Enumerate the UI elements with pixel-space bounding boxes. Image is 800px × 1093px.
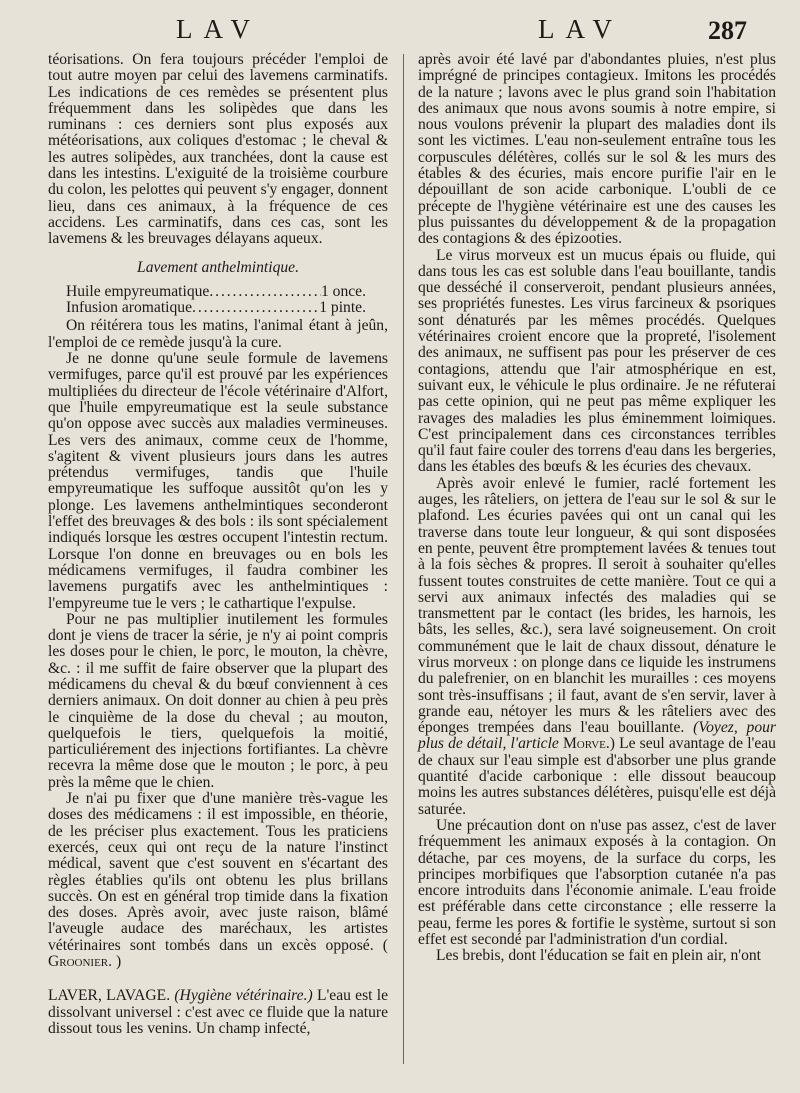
right-column <box>418 52 776 965</box>
paragraph: On réitérera tous les matins, l'animal étant à jeûn, l'emploi de ce remède jusqu'à la cure. <box>48 317 388 351</box>
paragraph: Une précaution dont on n'use pas assez, c'est de laver fréquemment les animaux exposés à la contagion. On détache, par ces moyens, de la surface du corps, les principes morbifiques que l'absorption cutanée n'a pas encore introduits dans l'économie animale. L'eau froide est préférable dans cette circonstance ; elle resserre la peau, ferme les pores & fortifie le système, surtout si son effet est secondé par l'administration d'un cordial. <box>418 816 776 949</box>
leader-dots <box>209 284 321 300</box>
running-header <box>0 14 800 50</box>
paragraph-text: Je n'ai pu fixer que d'une manière très-vague les doses des médicamens : il est impossible, en théorie, de les préciser plus exactement. Tous les praticiens exercés, ceux qui ont reçu de la nature l'instinct médical, savent que c'est souvent en s'écartant des règles établies qu'ils ont obtenu les plus brillans succès. On est en général trop timide dans la fixation des doses. Après avoir, avec juste raison, blâmé l'aveugle audace des maréchaux, les artistes vétérinaires sont tombés dans un excès opposé. <box>48 790 388 954</box>
paragraph-text: ) Le seul avantage de l'eau de chaux sur l'eau simple est d'absorber une plus grande quantité d'acide carbonique : elle dissout beaucoup moins les autres substances délétères, puisqu'elle est déjà saturée. <box>418 735 776 818</box>
recipe-list <box>66 284 366 317</box>
paragraph: téorisations. On fera toujours précéder l'emploi de tout autre moyen par celui des lavemens carminatifs. Les indications de ces remèdes se présentent plus fréquemment dans les solipèdes que dans les ruminans : ces derniers sont plus exposés aux météorisations, aux coliques d'estomac ; le cheval & les autres solipèdes, aux tranchées, dont la cause est dans les intestins. L'exiguité de la troisième courbure du colon, les pelottes qui peuvent s'y engager, donnent lieu, dans ces animaux, à la fréquence de ces accidens. Les carminatifs, dans ces cas, sont les lavemens & les breuvages délayans aqueux. <box>48 51 388 248</box>
paragraph <box>48 791 388 970</box>
header-right-title: LAV <box>538 14 624 44</box>
paragraph: Le virus morveux est un mucus épais ou fluide, qui dans tous les cas est soluble dans l'eau bouillante, tandis que desséché il conserveroit, pendant plusieurs années, ses propriétés funestes. Les virus farcineux & psoriques sont dénaturés par les mêmes procédés. Quelques vétérinaires croient encore que la propreté, l'isolement des animaux, ne suffisent pas pour les préserver de ces contagions, attendu que l'air atmosphérique en est, suivant eux, le véhicule le plus ordinaire. Je ne réfuterai pas cette opinion, qui ne peut pas même expliquer les ravages des maladies les plus éminemment loimiques. C'est principalement dans ces circonstances terribles qu'il faut faire couler des torrens d'eau dans les bergeries, dans les étables des bœufs & les écuries des chevaux. <box>418 246 776 476</box>
paragraph: après avoir été lavé par d'abondantes pluies, n'est plus imprégné de principes contagieux. Imitons les procédés de la nature ; lavons avec le plus grand soin l'habitation des animaux que nous avons soumis à notre empire, si nous voulons prévenir la plupart des maladies dont ils sont les victimes. L'eau non-seulement entraîne tous les corpuscules délétères, collés sur le sol & les murs des étables & des écuries, mais encore purifie l'air en le dépouillant de son acide carbonique. L'oubli de ce précepte de l'hygiène vétérinaire est une des causes les plus puissantes du développement & de la propagation des contagions & des épizooties. <box>418 51 776 248</box>
paragraph <box>418 476 776 818</box>
article-text: L'eau est le dissolvant universel : c'est avec ce fluide que la nature dissout tous les venins. Un champ infecté, <box>48 987 389 1037</box>
paragraph-text: Après avoir enlevé le fumier, raclé fortement les auges, les râteliers, on jettera de l'eau sur le sol & sur le plafond. Les écuries pavées qui ont un canal qui les traverse dans toute leur longueur, & qui sont disposées en pente, peuvent être promptement lavées & tenues tout à la fois sèches & propres. Il seroit à souhaiter qu'elles fussent toutes construites de cette manière. Tout ce qui a servi aux animaux infectés des maladies qui se transmettent par le contact (les brides, les harnois, les bâts, les selles, &c.), sera lavé soigneusement. On croit communément que le lait de chaux dissout, dénature le virus morveux : on plonge dans ce liquide les instrumens du palefrenier, on en blanchit les murailles : ces moyens sont très-insuffisans ; il faut, avant de s'en servir, laver à grande eau, nétoyer les murs & les râteliers avec des éponges trempées dans l'eau bouillante. <box>418 474 776 737</box>
article-headword: LAVER, LAVAGE. <box>48 987 171 1005</box>
column-divider <box>403 54 404 1064</box>
recipe-quantity: 1 pinte. <box>319 299 366 317</box>
article-entry <box>48 988 388 1037</box>
paragraph: Pour ne pas multiplier inutilement les formules dont je viens de tracer la série, je n'y ai point compris les doses pour le chien, le porc, le mouton, la chèvre, &c. : il me suffit de faire observer que la plupart des médicamens du cheval & du bœuf conviennent à ces derniers animaux. On doit donner au chien à peu près le cinquième de la dose du cheval ; au mouton, quelquefois le tiers, quelquefois la moitié, particuliérement des injections fortifiantes. La chèvre recevra la même dose que le mouton ; le porc, à peu près la même que le chien. <box>48 610 388 791</box>
left-column <box>48 52 388 1037</box>
paragraph: Les brebis, dont l'éducation se fait en plein air, n'ont <box>436 947 762 965</box>
recipe-quantity: 1 once. <box>320 282 366 300</box>
header-left-title: LAV <box>176 14 262 44</box>
paragraph: Je ne donne qu'une seule formule de lavemens vermifuges, parce qu'il est prouvé par les expériences multipliées du directeur de l'école vétérinaire d'Alfort, que l'huile empyreumatique est la seule substance qu'on oppose avec succès aux maladies vermineuses. Les vers des animaux, comme ceux de l'homme, s'agitent & vivent plusieurs jours dans les autres prétendus vermifuges, tandis que l'huile empyreumatique les suffoque aussitôt qu'on les y plonge. Les lavemens anthelmintiques seconderont l'effet des breuvages & des bols : ils sont spécialement indiqués lorsque les œstres occupent l'intestin rectum. Lorsque l'on donne en breuvages ou en bols les médicamens vermifuges, il faudra combiner les lavemens purgatifs avec les anthelmintiques : l'empyreume tue le vers ; le cathartique l'expulse. <box>48 350 388 612</box>
cross-reference-target: Morve. <box>562 735 610 753</box>
page-number: 287 <box>708 16 747 45</box>
recipe-row <box>66 284 366 300</box>
leader-dots <box>192 300 319 316</box>
section-heading: Lavement anthelmintique. <box>137 258 299 276</box>
cross-reference: (Voyez, pour plus de détail, l'article <box>418 719 776 753</box>
author-signature: ( Groonier. ) <box>48 936 388 971</box>
recipe-ingredient: Infusion aromatique <box>66 299 193 317</box>
recipe-ingredient: Huile empyreumatique <box>66 282 210 300</box>
recipe-row <box>66 300 366 316</box>
article-category: (Hygiène vétérinaire.) <box>174 987 313 1005</box>
